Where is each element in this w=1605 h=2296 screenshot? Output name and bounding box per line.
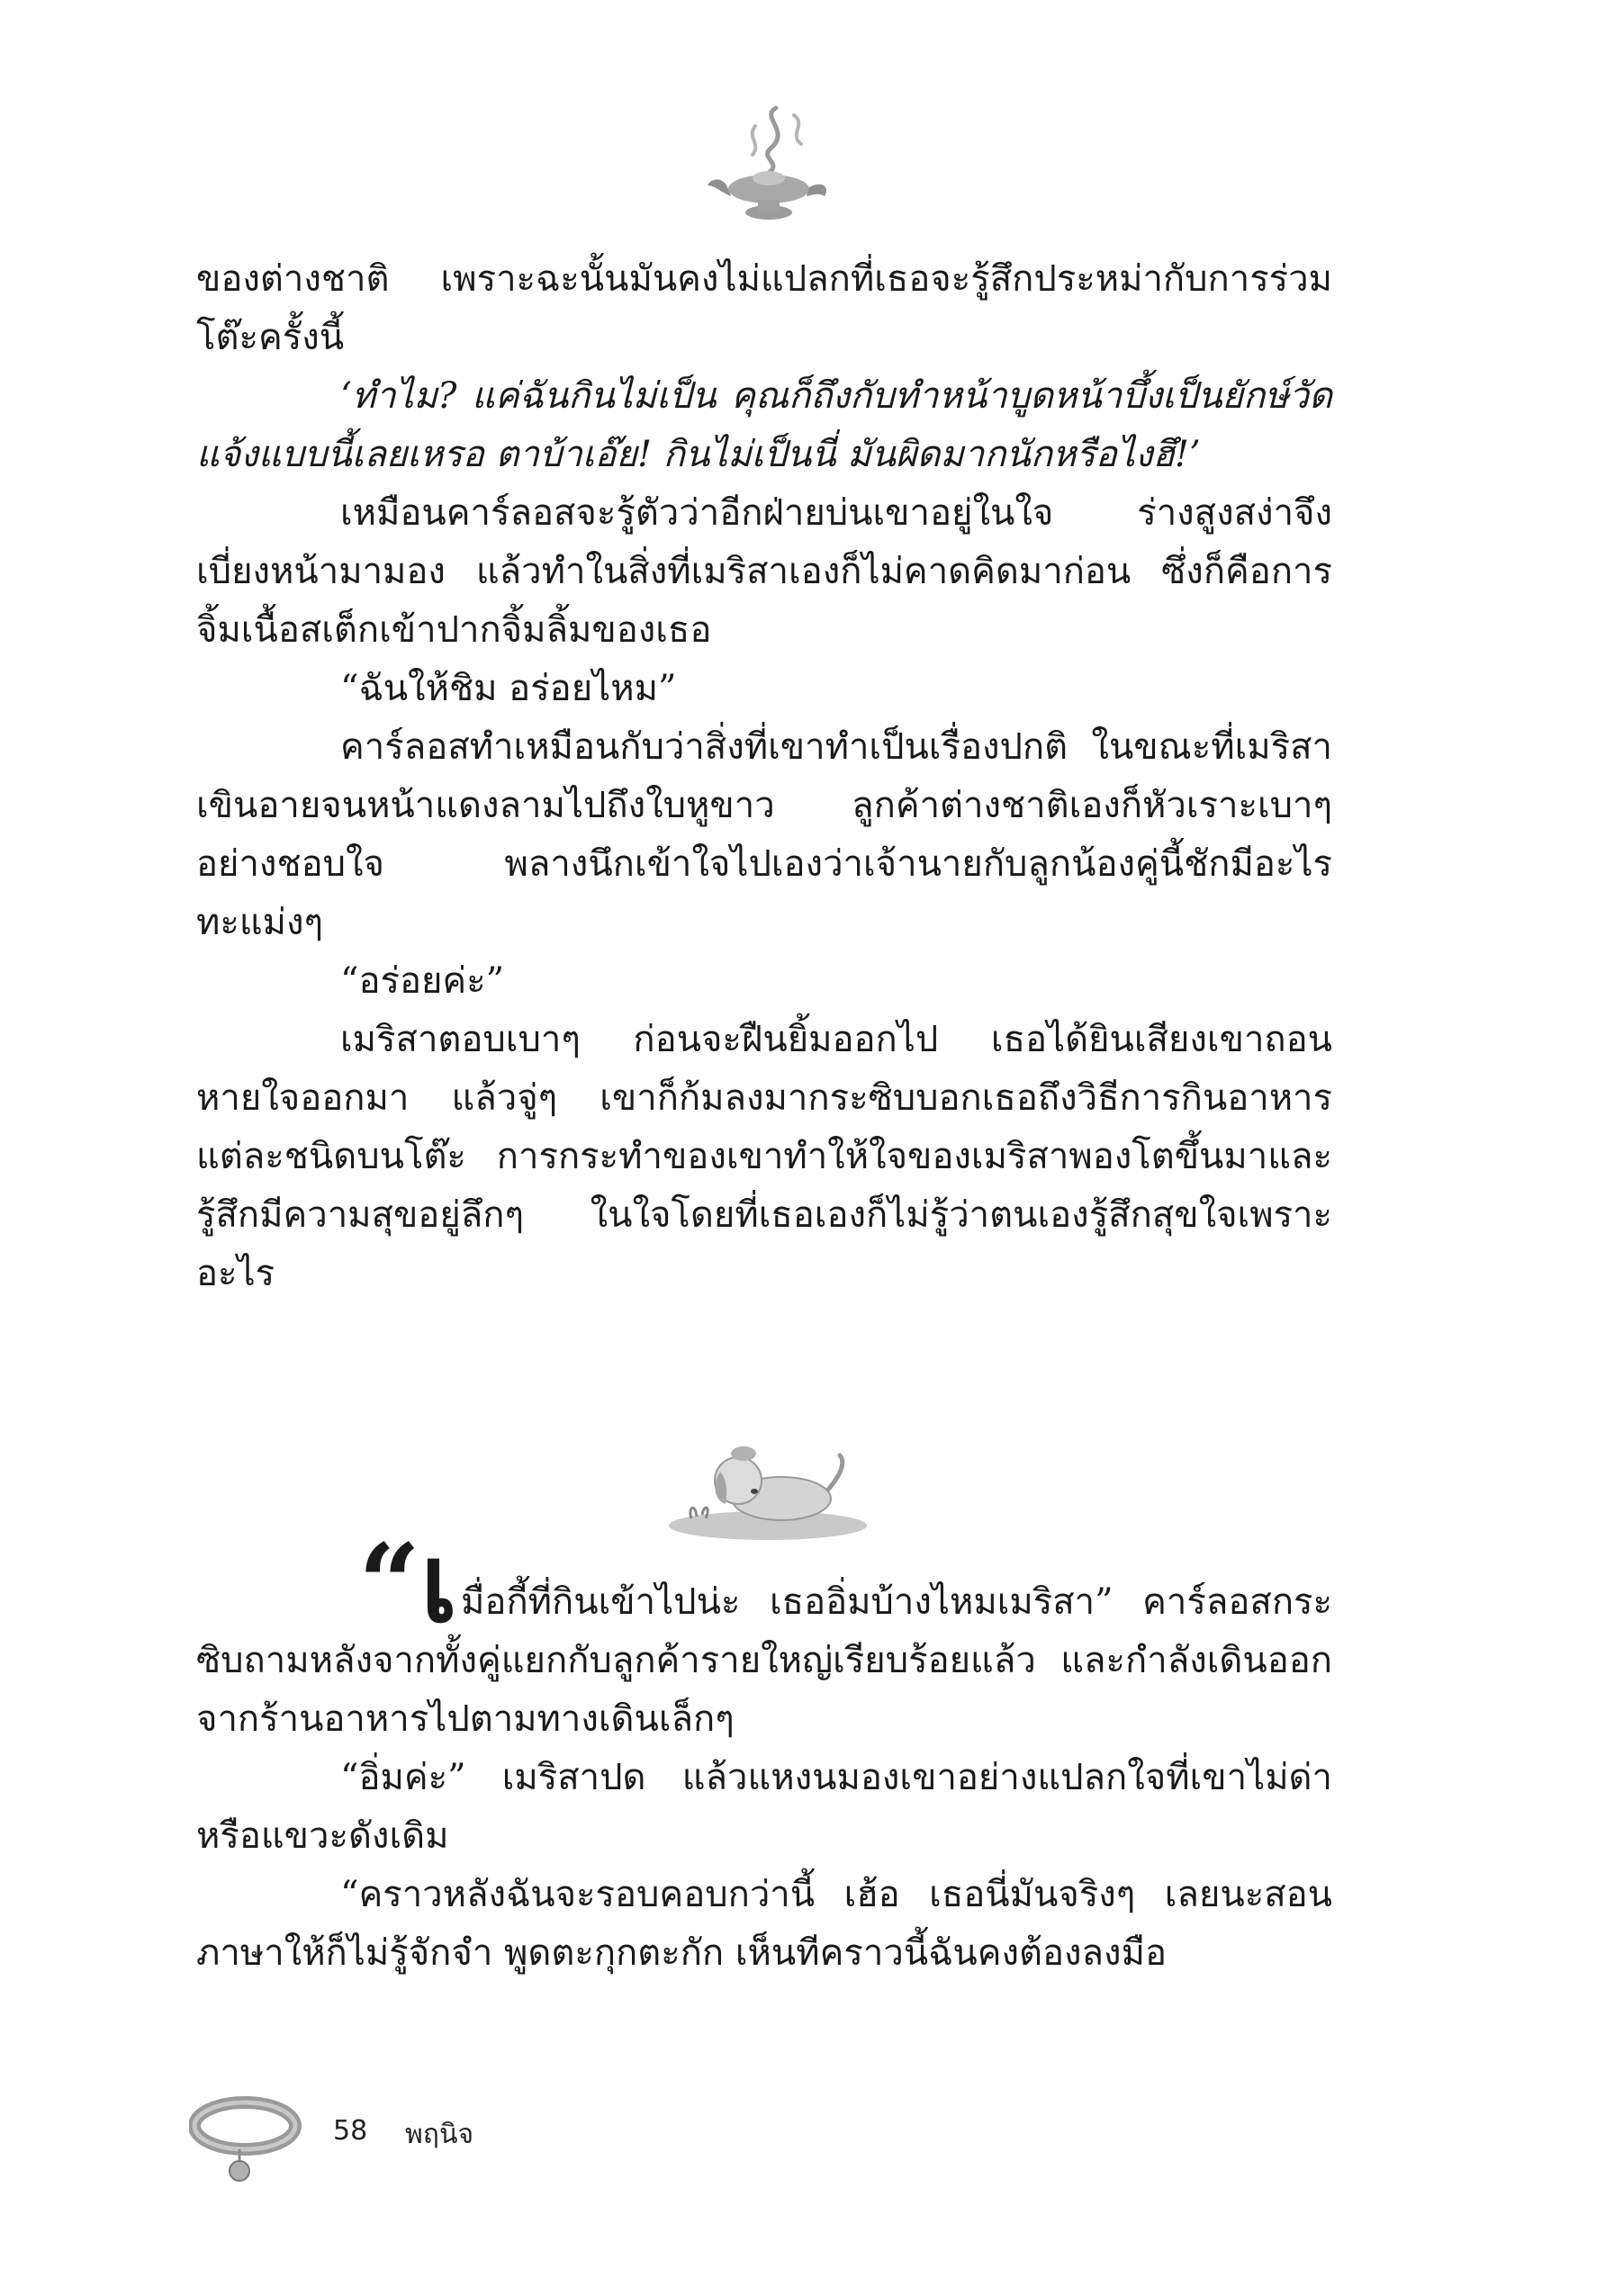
paragraph-9: “อิ่มค่ะ” เมริสาปด แล้วแหงนมองเขาอย่างแปลกใจที่เขาไม่ด่าหรือแขวะดังเดิม — [196, 1757, 1332, 1857]
dropcap-paragraph — [196, 1520, 1332, 1749]
page-footer — [189, 2088, 729, 2196]
paragraph-5: คาร์ลอสทำเหมือนกับว่าสิ่งที่เขาทำเป็นเรื่องปกติ ในขณะที่เมริสาเขินอายจนหน้าแดงลามไปถึงใบหูขาว ลูกค้าต่างชาติเองก็หัวเราะเบาๆ อย่างชอบใจ พลางนึกเข้าใจไปเองว่าเจ้านายกับลูกน้องคู่นี้ชักมีอะไรทะแม่งๆ — [196, 726, 1332, 943]
paragraph-4-dialogue: “ฉันให้ชิม อร่อยไหม” — [340, 668, 677, 709]
genie-lamp-icon — [706, 99, 832, 234]
author-name: พฤนิจ — [405, 2119, 474, 2150]
paragraph-3: เหมือนคาร์ลอสจะรู้ตัวว่าอีกฝ่ายบ่นเขาอยู่ในใจ ร่างสูงสง่าจึงเบี่ยงหน้ามามอง แล้วทำในสิ่งที่เมริสาเองก็ไม่คาดคิดมาก่อน ซึ่งก็คือการจิ้มเนื้อสเต็กเข้าปากจิ้มลิ้มของเธอ — [196, 492, 1332, 651]
paragraph-7: เมริสาตอบเบาๆ ก่อนจะฝืนยิ้มออกไป เธอได้ยินเสียงเขาถอนหายใจออกมา แล้วจู่ๆ เขาก็ก้มลงมากระซิบบอกเธอถึงวิธีการกินอาหารแต่ละชนิดบนโต๊ะ การกระทำของเขาทำให้ใจของเมริสาพองโตขึ้นมาและรู้สึกมีความสุขอยู่ลึกๆ ในใจโดยที่เธอเองก็ไม่รู้ว่าตนเองรู้สึกสุขใจเพราะอะไร — [196, 1019, 1332, 1294]
paragraph-2-thought: ‘ทำไม? แค่ฉันกินไม่เป็น คุณก็ถึงกับทำหน้าบูดหน้าบึ้งเป็นยักษ์วัดแจ้งแบบนี้เลยเหรอ ตาบ้าเอ๊ย! กินไม่เป็นนี่ มันผิดมากนักหรือไงฮึ!’ — [196, 375, 1332, 475]
body-text-bottom — [196, 1520, 1332, 1983]
paragraph-10: “คราวหลังฉันจะรอบคอบกว่านี้ เฮ้อ เธอนี่มันจริงๆ เลยนะสอนภาษาให้ก็ไม่รู้จักจำ พูดตะกุกตะกัก เห็นทีคราวนี้ฉันคงต้องลงมือ — [196, 1874, 1332, 1974]
paragraph-1: ของต่างชาติ เพราะฉะนั้นมันคงไม่แปลกที่เธอจะรู้สึกประหม่ากับการร่วมโต๊ะครั้งนี้ — [196, 258, 1332, 358]
dropcap-mark: “เ — [358, 1520, 458, 1647]
paragraph-6-dialogue: “อร่อยค่ะ” — [340, 960, 505, 1002]
body-text-top — [196, 250, 1332, 1303]
dropcap-rest: มื่อกี้ที่กินเข้าไปน่ะ เธออิ่มบ้างไหมเมริสา” คาร์ลอสกระซิบถามหลังจากทั้งคู่แยกกับลูกค้ารายใหญ่เรียบร้อยแล้ว และกำลังเดินออกจากร้านอาหารไปตามทางเดินเล็กๆ — [196, 1581, 1332, 1740]
pet-collar-icon — [189, 2088, 306, 2187]
page-number: 58 — [333, 2115, 368, 2147]
puppy-icon — [655, 1436, 880, 1544]
